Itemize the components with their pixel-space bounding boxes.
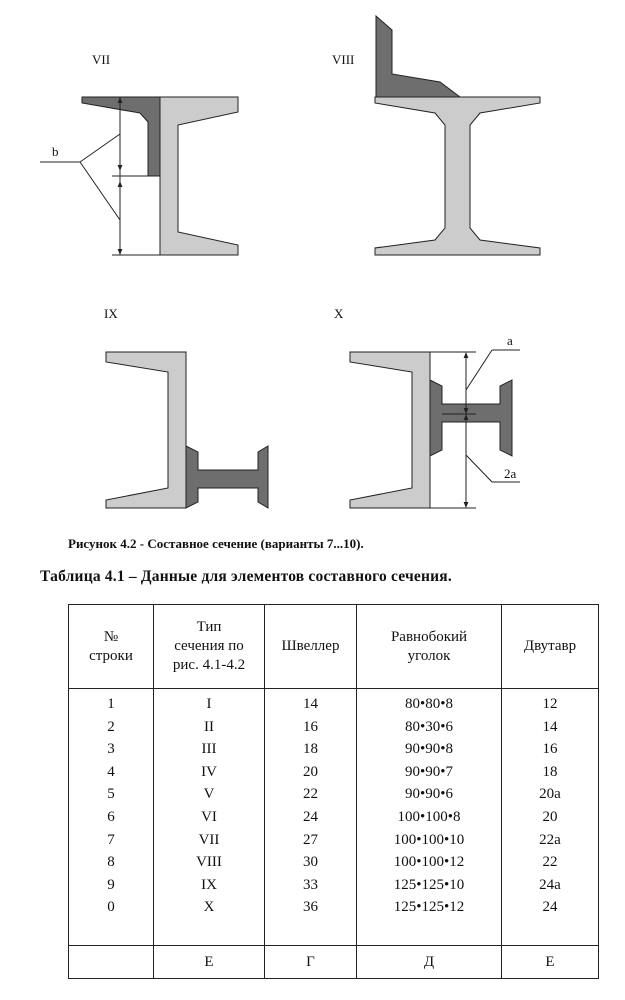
table-cell: II [204,718,214,735]
table-cell: 20а [539,786,561,803]
footer-ibeam: Е [502,946,599,979]
variant-viii-drawing [375,16,540,255]
dimension-2a-label: 2a [504,466,517,481]
table-cell: 3 [107,741,115,758]
angle-viii [376,16,460,97]
table-cell: 30 [303,854,318,871]
table-cell: 24а [539,876,561,893]
table-cell: 22 [303,786,318,803]
table-cell: 22 [542,854,558,871]
table-cell: 6 [107,808,115,825]
ibeam-x [430,380,512,456]
table-cell: 1 [107,696,115,712]
column-row-no [69,689,154,946]
table-cell: 80•30•6 [404,718,453,735]
table-cell: III [201,741,217,758]
table-cell: 27 [303,831,318,848]
column-channel [265,689,357,946]
table-cell: I [206,696,212,712]
table-cell: 18 [542,763,558,780]
table-cell: 125•125•10 [393,876,465,893]
footer-channel: Г [265,946,357,979]
footer-row-no [69,946,154,979]
table-cell: 0 [107,899,115,916]
label-x: X [334,306,344,321]
variant-x-drawing [350,350,520,508]
table-title: Таблица 4.1 – Данные для элементов составного сечения. [40,568,452,585]
table-cell: 14 [303,696,318,712]
ibeam-ix [186,446,268,508]
channel-x [350,352,430,508]
angle-vii [82,97,160,176]
variant-ix-drawing [106,352,268,508]
table-cell: 125•125•12 [393,899,465,916]
table-cell: 22а [539,831,561,848]
variant-vii-drawing [40,97,238,255]
table-cell: 100•100•10 [393,831,465,848]
label-viii: VIII [332,52,355,67]
table-cell: 18 [303,741,318,758]
table-cell: 24 [542,899,558,916]
table-cell: 16 [303,718,318,735]
table-cell: VII [198,831,220,848]
dimension-a-label: a [507,333,513,348]
table-cell: 90•90•6 [404,786,453,803]
footer-section-type: Е [154,946,265,979]
table-header-row [69,605,599,689]
table-cell: 12 [542,696,558,712]
ibeam-viii [375,97,540,255]
table-footer-row [69,946,599,979]
channel-vii [160,97,238,255]
table-cell: 14 [542,718,558,735]
header-section-type: Тип сечения по рис. 4.1-4.2 [154,605,265,689]
channel-ix [106,352,186,508]
table-cell: 7 [107,831,115,848]
table-cell: X [203,899,215,916]
table-cell: 36 [303,899,318,916]
table-cell: 16 [542,741,558,758]
table-cell: IX [201,876,217,893]
table-cell: 80•80•8 [404,696,453,712]
header-channel: Швеллер [265,605,357,689]
table-cell: 20 [303,763,318,780]
header-ibeam: Двутавр [502,605,599,689]
dimension-b-label: b [52,144,59,159]
column-ibeam [502,689,599,946]
table-cell: IV [201,763,217,780]
table-body-row [69,689,599,946]
table-cell: 2 [107,718,115,735]
table-cell: V [203,786,215,803]
column-angle [357,689,502,946]
column-section-type [154,689,265,946]
table-cell: 9 [107,876,115,893]
table-cell: 20 [542,808,558,825]
table-cell: 33 [303,876,318,893]
label-ix: IX [104,306,118,321]
table-cell: 8 [107,854,115,871]
table-cell: 100•100•8 [397,808,461,825]
table-cell: 90•90•8 [404,741,453,758]
table-cell: VI [201,808,217,825]
label-vii: VII [92,52,111,67]
table-cell: 24 [303,808,318,825]
table-cell: 90•90•7 [404,763,453,780]
table-cell: 4 [107,763,115,780]
figure-caption: Рисунок 4.2 - Составное сечение (варианты 7...10). [68,536,364,551]
table-cell: 100•100•12 [393,854,465,871]
table-cell: VIII [196,854,222,871]
table-cell: 5 [107,786,115,803]
data-table [68,604,599,979]
footer-angle: Д [357,946,502,979]
header-row-no: № строки [69,605,154,689]
header-angle: Равнобокий уголок [357,605,502,689]
